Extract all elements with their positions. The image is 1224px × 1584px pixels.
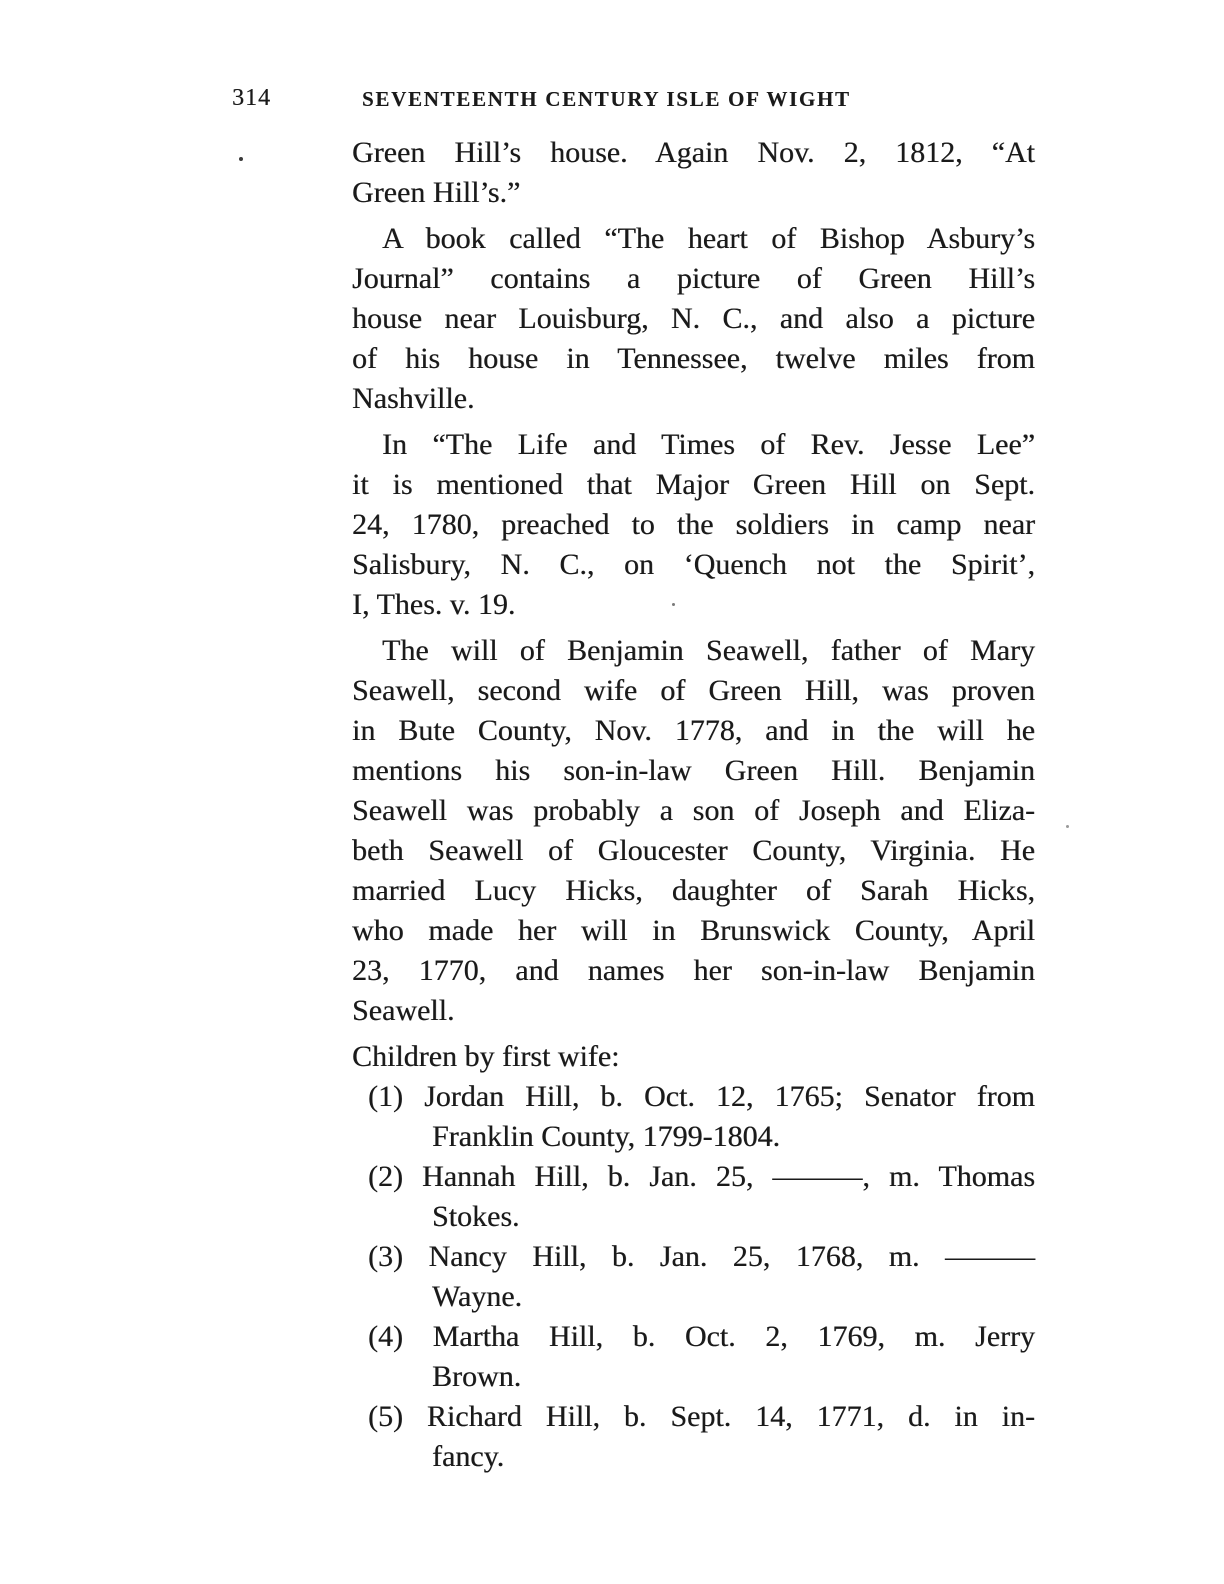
ink-speck (239, 157, 243, 161)
text-line: in Bute County, Nov. 1778, and in the will he (352, 714, 1035, 747)
text-line: beth Seawell of Gloucester County, Virginia. He (352, 834, 1035, 867)
text-line: who made her will in Brunswick County, April (352, 914, 1035, 947)
text-line: Salisbury, N. C., on ‘Quench not the Spirit’, (352, 548, 1035, 581)
text-line: house near Louisburg, N. C., and also a picture (352, 302, 1035, 335)
ink-speck (672, 603, 675, 606)
text-line: A book called “The heart of Bishop Asbury’s (382, 222, 1035, 255)
list-item-line: (5) Richard Hill, b. Sept. 14, 1771, d. in in- (368, 1400, 1035, 1433)
paragraph-life-and-times (352, 425, 1035, 625)
text-line: 24, 1780, preached to the soldiers in camp near (352, 508, 1035, 541)
text-line: Journal” contains a picture of Green Hill’s (352, 262, 1035, 295)
list-item-line: (3) Nancy Hill, b. Jan. 25, 1768, m. ——— (368, 1240, 1035, 1273)
text-line: it is mentioned that Major Green Hill on Sept. (352, 468, 1035, 501)
text-line: 23, 1770, and names her son-in-law Benjamin (352, 954, 1035, 987)
ink-speck (1066, 825, 1069, 828)
text-line: of his house in Tennessee, twelve miles from (352, 342, 1035, 375)
paragraph-book-called (352, 219, 1035, 419)
list-item (352, 1237, 1035, 1317)
text-block (352, 133, 1035, 1477)
text-line: Seawell was probably a son of Joseph and Eliza- (352, 794, 1035, 827)
running-head (0, 84, 1224, 114)
text-line: mentions his son-in-law Green Hill. Benjamin (352, 754, 1035, 787)
list-item-line: fancy. (432, 1440, 505, 1473)
text-line: married Lucy Hicks, daughter of Sarah Hicks, (352, 874, 1035, 907)
text-line: I, Thes. v. 19. (352, 588, 516, 621)
list-item-line: (1) Jordan Hill, b. Oct. 12, 1765; Senator from (368, 1080, 1035, 1113)
list-item (352, 1077, 1035, 1157)
text-line: Green Hill’s house. Again Nov. 2, 1812, “At (352, 136, 1035, 169)
list-item-line: Franklin County, 1799-1804. (432, 1120, 781, 1153)
text-line: Seawell. (352, 994, 455, 1027)
text-line: Green Hill’s.” (352, 176, 521, 209)
children-heading: Children by first wife: (352, 1040, 620, 1073)
list-item-line: (2) Hannah Hill, b. Jan. 25, ———, m. Thomas (368, 1160, 1035, 1193)
text-line: In “The Life and Times of Rev. Jesse Lee” (382, 428, 1035, 461)
page-number: 314 (232, 85, 271, 111)
list-item-line: Stokes. (432, 1200, 520, 1233)
text-line: Seawell, second wife of Green Hill, was proven (352, 674, 1035, 707)
text-line: Nashville. (352, 382, 475, 415)
children-list (352, 1077, 1035, 1477)
paragraph-green-hills-house (352, 133, 1035, 213)
list-item (352, 1397, 1035, 1477)
list-item (352, 1317, 1035, 1397)
text-line: The will of Benjamin Seawell, father of Mary (382, 634, 1035, 667)
list-item-line: Brown. (432, 1360, 522, 1393)
paragraph-will-of-benjamin-seawell (352, 631, 1035, 1031)
list-item-line: Wayne. (432, 1280, 523, 1313)
running-header-title: SEVENTEENTH CENTURY ISLE OF WIGHT (362, 87, 851, 111)
list-item (352, 1157, 1035, 1237)
list-item-line: (4) Martha Hill, b. Oct. 2, 1769, m. Jerry (368, 1320, 1035, 1353)
